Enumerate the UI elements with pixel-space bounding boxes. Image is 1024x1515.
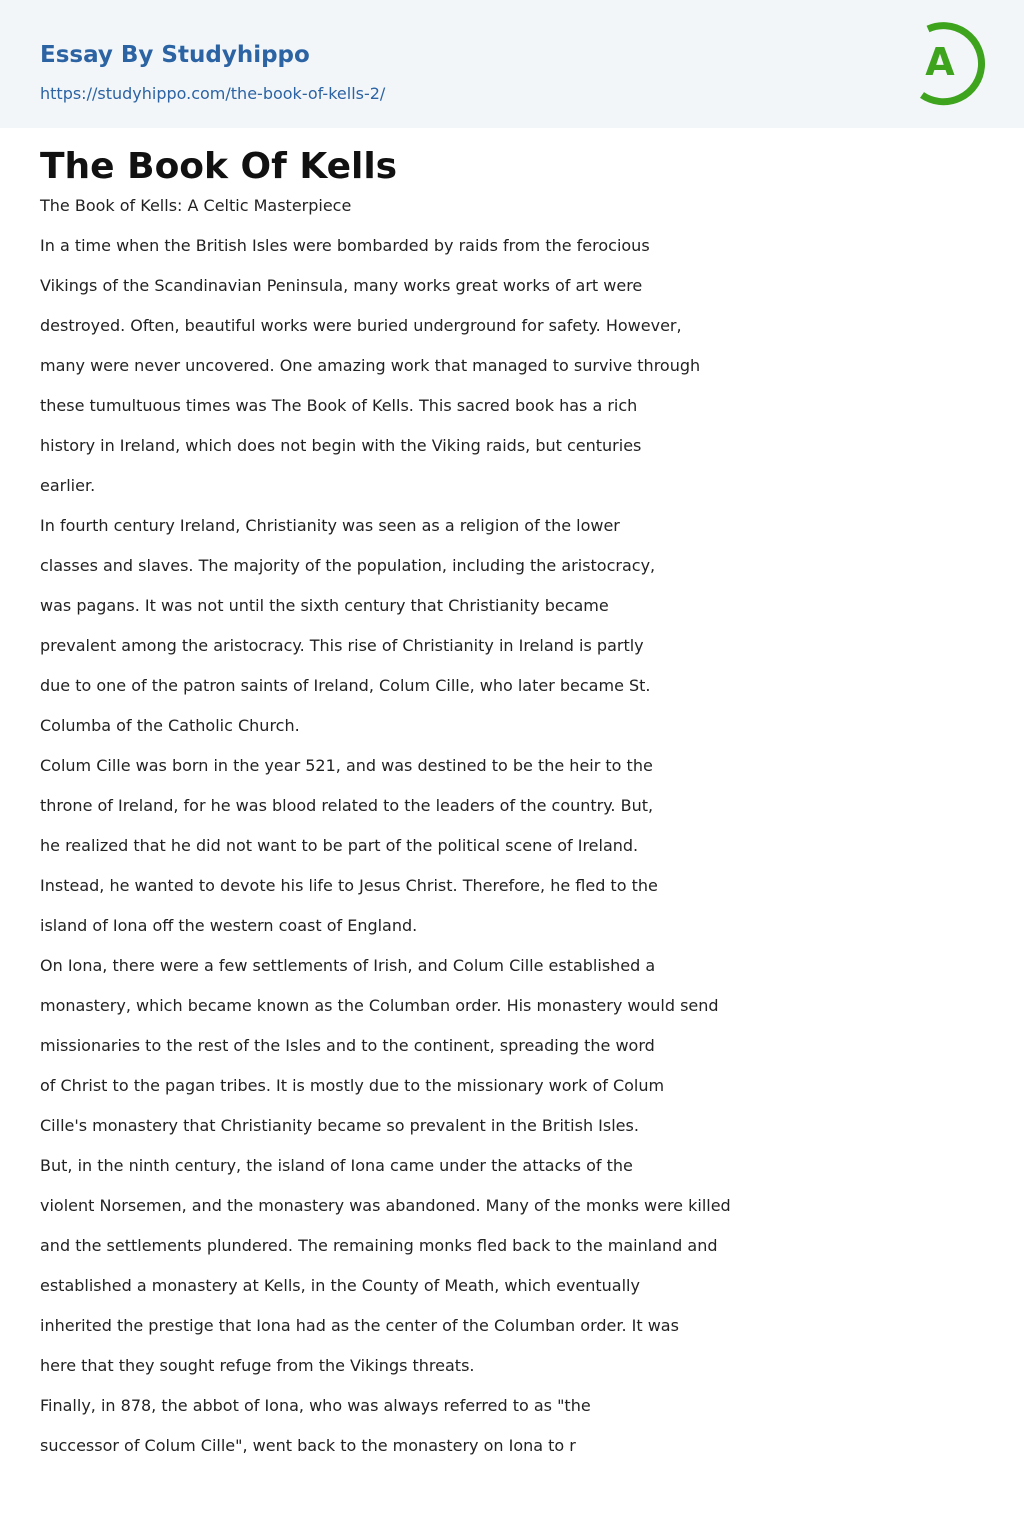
body-line: Instead, he wanted to devote his life to Jesus Christ. Therefore, he fled to the [40, 876, 658, 895]
body-line: Columba of the Catholic Church. [40, 716, 300, 735]
body-line: missionaries to the rest of the Isles and to the continent, spreading the word [40, 1036, 655, 1055]
body-line: these tumultuous times was The Book of Kells. This sacred book has a rich [40, 396, 638, 415]
body-line: established a monastery at Kells, in the County of Meath, which eventually [40, 1276, 640, 1295]
studyhippo-logo-icon [908, 18, 992, 106]
body-line: violent Norsemen, and the monastery was abandoned. Many of the monks were killed [40, 1196, 731, 1215]
body-line: island of Iona off the western coast of England. [40, 916, 418, 935]
article-body [40, 232, 990, 1472]
body-line: Colum Cille was born in the year 521, and was destined to be the heir to the [40, 756, 653, 775]
body-line: In fourth century Ireland, Christianity was seen as a religion of the lower [40, 516, 620, 535]
body-line: of Christ to the pagan tribes. It is mostly due to the missionary work of Colum [40, 1076, 665, 1095]
body-line: inherited the prestige that Iona had as the center of the Columban order. It was [40, 1316, 679, 1335]
body-line: Finally, in 878, the abbot of Iona, who was always referred to as "the [40, 1396, 591, 1415]
body-line: successor of Colum Cille", went back to the monastery on Iona to r [40, 1436, 576, 1455]
brand-title: Essay By Studyhippo [40, 42, 310, 68]
essay-url-link[interactable]: https://studyhippo.com/the-book-of-kells-2/ [40, 84, 386, 103]
body-line: destroyed. Often, beautiful works were buried underground for safety. However, [40, 316, 682, 335]
article-title: The Book Of Kells [40, 146, 398, 187]
body-line: was pagans. It was not until the sixth century that Christianity became [40, 596, 609, 615]
body-line: earlier. [40, 476, 96, 495]
body-line: In a time when the British Isles were bombarded by raids from the ferocious [40, 236, 650, 255]
article-subtitle: The Book of Kells: A Celtic Masterpiece [40, 196, 352, 215]
body-line: and the settlements plundered. The remaining monks fled back to the mainland and [40, 1236, 718, 1255]
body-line: many were never uncovered. One amazing work that managed to survive through [40, 356, 701, 375]
body-line: throne of Ireland, for he was blood related to the leaders of the country. But, [40, 796, 654, 815]
body-line: history in Ireland, which does not begin with the Viking raids, but centuries [40, 436, 642, 455]
body-line: monastery, which became known as the Columban order. His monastery would send [40, 996, 719, 1015]
body-line: prevalent among the aristocracy. This rise of Christianity in Ireland is partly [40, 636, 644, 655]
body-line: classes and slaves. The majority of the population, including the aristocracy, [40, 556, 656, 575]
body-line: due to one of the patron saints of Ireland, Colum Cille, who later became St. [40, 676, 651, 695]
body-line: he realized that he did not want to be part of the political scene of Ireland. [40, 836, 639, 855]
body-line: Cille's monastery that Christianity became so prevalent in the British Isles. [40, 1116, 639, 1135]
body-line: Vikings of the Scandinavian Peninsula, many works great works of art were [40, 276, 643, 295]
body-line: But, in the ninth century, the island of Iona came under the attacks of the [40, 1156, 633, 1175]
logo-letter: A [925, 40, 955, 84]
body-line: On Iona, there were a few settlements of Irish, and Colum Cille established a [40, 956, 656, 975]
page-header [0, 0, 1024, 128]
body-line: here that they sought refuge from the Vikings threats. [40, 1356, 475, 1375]
